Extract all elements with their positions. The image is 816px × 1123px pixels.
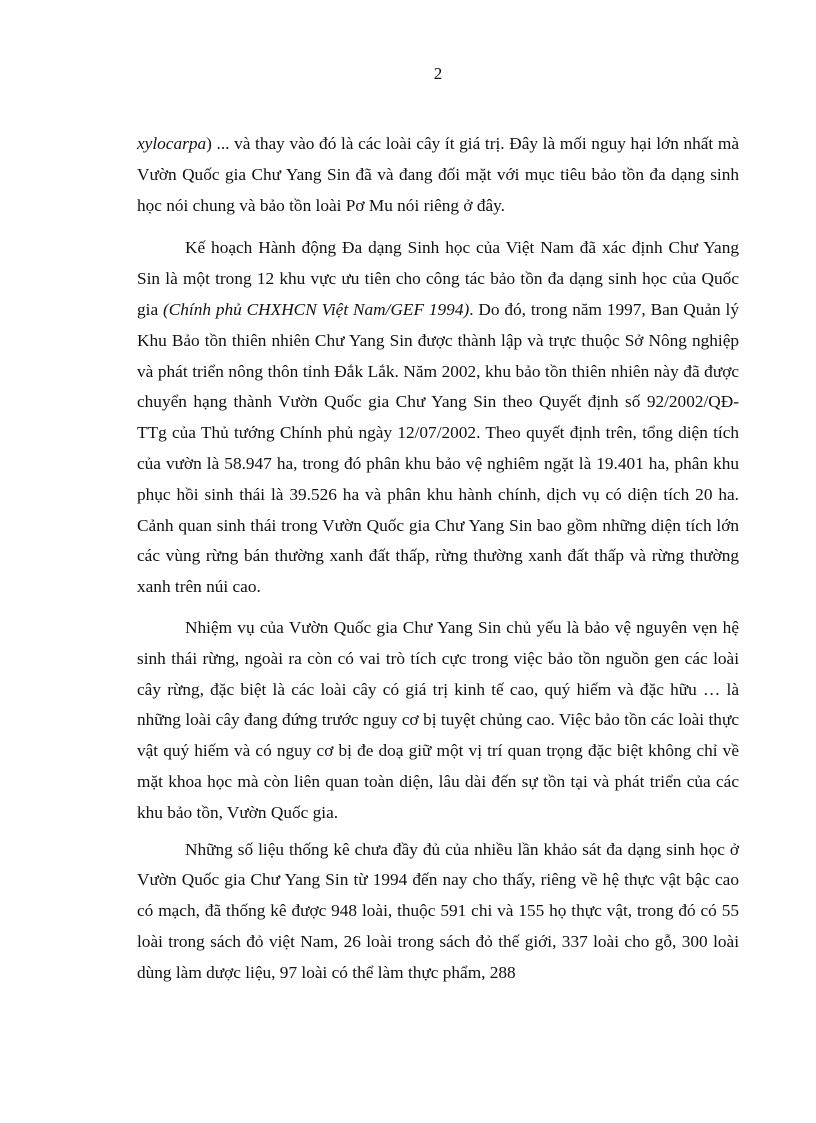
page-number: 2 bbox=[433, 64, 443, 83]
paragraph-text: ) ... và thay vào đó là các loài cây ít giá trị. Đây là mối nguy hại lớn nhất mà Vườn Quốc gia Chư Yang Sin đã và đang đối mặt với mục tiêu bảo tồn đa dạng sinh học nói chung và bảo tồn loài Pơ Mu nói riêng ở đây. bbox=[137, 134, 739, 215]
paragraph-intro-continuation bbox=[137, 129, 739, 221]
document-body bbox=[137, 129, 739, 989]
paragraph-statistics bbox=[137, 835, 739, 989]
paragraph-text: Kế hoạch Hành động Đa dạng Sinh học của Việt Nam đã xác định Chư Yang Sin là một trong 12 khu vực ưu tiên cho công tác bảo tồn đa dạng sinh học của Quốc gia bbox=[137, 238, 739, 319]
paragraph-text: . Do đó, trong năm 1997, Ban Quản lý Khu Bảo tồn thiên nhiên Chư Yang Sin được thành lập và trực thuộc Sở Nông nghiệp và phát triển nông thôn tỉnh Đắk Lắk. Năm 2002, khu bảo tồn thiên nhiên này đã được chuyển hạng thành Vườn Quốc gia Chư Yang Sin theo Quyết định số 92/2002/QĐ-TTg của Thủ tướng Chính phủ ngày 12/07/2002. Theo quyết định trên, tổng diện tích của vườn là 58.947 ha, trong đó phân khu bảo vệ nghiêm ngặt là 19.401 ha, phân khu phục hồi sinh thái là 39.526 ha và phân khu hành chính, dịch vụ có diện tích 20 ha. Cảnh quan sinh thái trong Vườn Quốc gia Chư Yang Sin bao gồm những diện tích lớn các vùng rừng bán thường xanh đất thấp, rừng thường xanh đất thấp và rừng thường xanh trên núi cao. bbox=[137, 299, 740, 597]
paragraph-text: Những số liệu thống kê chưa đầy đủ của nhiều lần khảo sát đa dạng sinh học ở Vườn Quốc gia Chư Yang Sin từ 1994 đến nay cho thấy, riêng về hệ thực vật bậc cao có mạch, đã thống kê được 948 loài, thuộc 591 chi và 155 họ thực vật, trong đó có 55 loài trong sách đỏ việt Nam, 26 loài trong sách đỏ thế giới, 337 loài cho gỗ, 300 loài dùng làm dược liệu, 97 loài có thể làm thực phẩm, 288 bbox=[137, 839, 739, 982]
citation: (Chính phủ CHXHCN Việt Nam/GEF 1994) bbox=[162, 299, 470, 319]
paragraph-text: Nhiệm vụ của Vườn Quốc gia Chư Yang Sin chủ yếu là bảo vệ nguyên vẹn hệ sinh thái rừng, ngoài ra còn có vai trò tích cực trong việc bảo tồn nguồn gen các loài cây rừng, đặc biệt là các loài cây có giá trị kinh tế cao, quý hiếm và đặc hữu … là những loài cây đang đứng trước nguy cơ bị tuyệt chủng cao. Việc bảo tồn các loài thực vật quý hiếm và có nguy cơ bị đe doạ giữ một vị trí quan trọng đặc biệt không chỉ về mặt khoa học mà còn liên quan toàn diện, lâu dài đến sự tồn tại và phát triển của các khu bảo tồn, Vườn Quốc gia. bbox=[137, 617, 739, 822]
paragraph-mission bbox=[137, 613, 739, 829]
species-name-italic: xylocarpa bbox=[137, 134, 207, 153]
paragraph-action-plan bbox=[137, 233, 739, 603]
